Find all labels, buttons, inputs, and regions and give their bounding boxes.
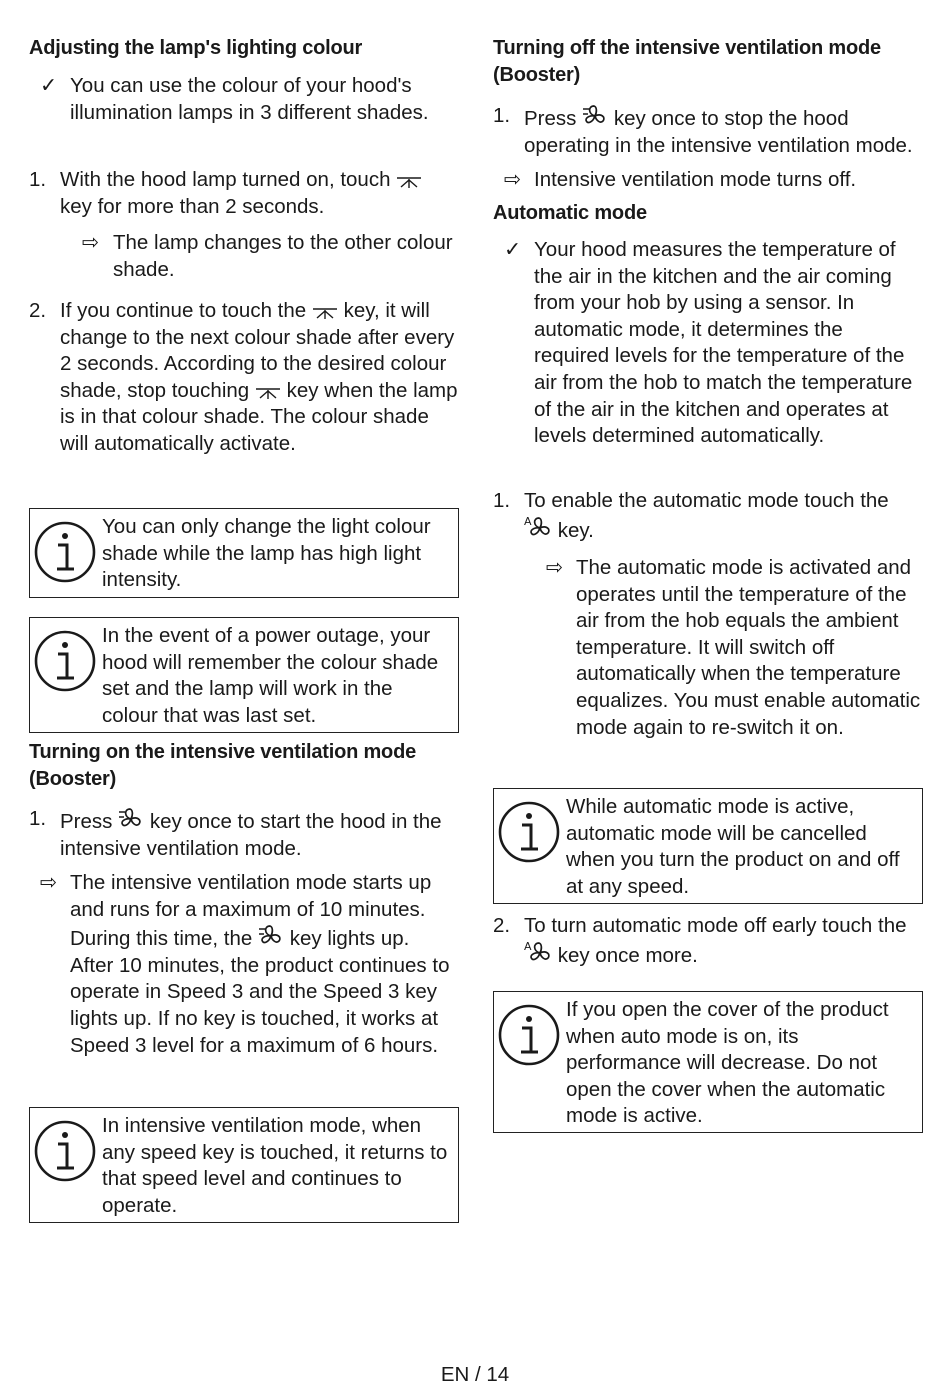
checkmark-icon: ✓ — [504, 238, 522, 261]
step-number: 2. — [29, 299, 47, 322]
info-text: In the event of a power outage, your hood will remember the colour shade set and the lamp will work in the colour that was last set. — [102, 624, 439, 727]
step-auto-2 — [493, 913, 923, 969]
lamp-key-icon — [312, 307, 338, 321]
step-text — [60, 806, 450, 862]
step-text-a: With the hood lamp turned on, touch — [60, 168, 391, 191]
step-text-a: If you continue to touch the — [60, 299, 307, 322]
result-arrow-icon: ⇨ — [546, 556, 564, 579]
result-arrow-icon: ⇨ — [82, 231, 100, 254]
checkmark-note-lamp — [40, 73, 459, 126]
auto-fan-icon — [524, 515, 552, 541]
lamp-key-icon — [396, 176, 422, 190]
lamp-check-text: You can use the colour of your hood's illumination lamps in 3 different shades. — [70, 74, 429, 124]
section-heading-booster-on: Turning on the intensive ventilation mode (Booster) — [29, 741, 417, 790]
step-text — [524, 488, 914, 544]
info-box-power-outage — [29, 617, 459, 733]
info-box-light-intensity — [29, 508, 459, 598]
step-text — [60, 298, 459, 458]
step-booster-on-1 — [29, 806, 459, 862]
step-number: 1. — [493, 104, 511, 127]
step-lamp-2 — [29, 298, 459, 458]
info-box-speed-key — [29, 1107, 459, 1223]
step-number: 1. — [29, 807, 47, 830]
result-booster-on — [40, 870, 459, 1059]
result-booster-off — [504, 167, 923, 194]
step-text-b: key. — [557, 518, 594, 542]
booster-fan-icon — [582, 103, 608, 129]
lamp-key-icon — [255, 387, 281, 401]
step-text-b: key once to start the hood in the intensive ventilation mode. — [60, 810, 442, 860]
result-arrow-icon: ⇨ — [40, 871, 58, 894]
info-box-auto-cancel — [493, 788, 923, 904]
step-text-a: Press — [524, 107, 577, 130]
info-box-cover — [493, 991, 923, 1133]
step-text-a: To turn automatic mode off early touch the — [524, 914, 907, 937]
step-text-c: key when the lamp is in that colour shade. The colour shade will automatically activate. — [60, 378, 458, 455]
result-text-b: key lights up. After 10 minutes, the product continues to operate in Speed 3 and the Speed 3 key lights up. If no key is touched, it works at Speed 3 level for a maximum of 6 hours. — [70, 927, 450, 1057]
result-text: The lamp changes to the other colour shade. — [113, 231, 453, 281]
result-text — [70, 870, 455, 1059]
booster-fan-icon — [118, 806, 144, 832]
checkmark-icon: ✓ — [40, 74, 58, 97]
page-number: EN / 14 — [440, 1363, 510, 1386]
section-heading-lamp-colour: Adjusting the lamp's lighting colour — [29, 37, 363, 59]
info-icon — [34, 1120, 96, 1182]
info-icon — [498, 1004, 560, 1066]
info-text: While automatic mode is active, automatic mode will be cancelled when you turn the product on and off at any speed. — [566, 795, 900, 898]
booster-fan-icon — [258, 923, 284, 949]
step-text — [524, 913, 923, 969]
step-text-a: Press — [60, 810, 113, 833]
result-text-a: The intensive ventilation mode starts up and runs for a maximum of 10 minutes. During this time, the — [70, 871, 432, 951]
section-heading-automatic-mode: Automatic mode — [493, 202, 647, 224]
step-lamp-1 — [29, 167, 459, 220]
info-text: You can only change the light colour shade while the lamp has high light intensity. — [102, 515, 431, 592]
step-text — [524, 103, 923, 159]
step-auto-1 — [493, 488, 923, 544]
result-text: Intensive ventilation mode turns off. — [534, 168, 857, 191]
step-number: 1. — [29, 168, 47, 191]
step-text-b: key for more than 2 seconds. — [60, 194, 325, 218]
section-heading-booster-off: Turning off the intensive ventilation mode (Booster) — [493, 37, 881, 86]
step-text-b: key once more. — [557, 943, 698, 967]
step-text-b: key once to stop the hood operating in the intensive ventilation mode. — [524, 107, 913, 157]
step-text-a: To enable the automatic mode touch the — [524, 489, 889, 512]
step-booster-off-1 — [493, 103, 923, 159]
step-number: 2. — [493, 914, 511, 937]
step-text-b: key, it will change to the next colour shade after every 2 seconds. According to the desired colour shade, stop touching — [60, 299, 455, 402]
step-number: 1. — [493, 489, 511, 512]
result-auto-1 — [546, 555, 923, 741]
result-lamp-1 — [82, 230, 459, 283]
svg-text:A: A — [524, 514, 532, 528]
info-text: If you open the cover of the product when auto mode is on, its performance will decrease. Do not open the cover when the automatic mode is active. — [566, 998, 889, 1128]
info-icon — [34, 630, 96, 692]
auto-fan-icon — [524, 940, 552, 966]
auto-check-text: Your hood measures the temperature of the air in the kitchen and the air coming from your hob by using a sensor. In automatic mode, it determines the required levels for the temperature of the air from the hob to match the temperature of the air in the kitchen and operates at levels determined automatically. — [534, 238, 913, 448]
step-text — [60, 167, 455, 220]
info-icon — [498, 801, 560, 863]
result-text: The automatic mode is activated and operates until the temperature of the air from the hob equals the ambient temperature. It will switch off automatically when the temperature equalizes. You must enable automatic mode again to re-switch it on. — [576, 556, 921, 739]
info-icon — [34, 521, 96, 583]
svg-text:A: A — [524, 939, 532, 953]
result-arrow-icon: ⇨ — [504, 168, 522, 191]
info-text: In intensive ventilation mode, when any speed key is touched, it returns to that speed level and continues to operate. — [102, 1114, 448, 1217]
checkmark-note-auto — [504, 237, 923, 450]
